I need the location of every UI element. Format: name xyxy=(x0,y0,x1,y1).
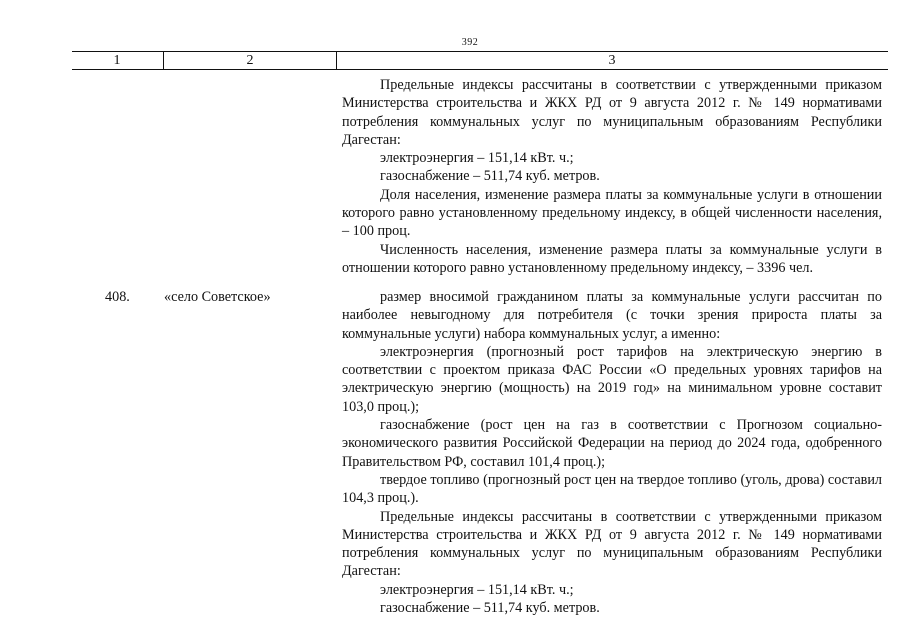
municipality-name: «село Советское» xyxy=(164,289,271,305)
paragraph: Предельные индексы рассчитаны в соответствии с утвержденными приказом Министерства строительства и ЖКХ РД от 9 августа 2012 г. № 149 нормативами потребления коммунальных услуг по муниципальным образованиям Республики Дагестан: xyxy=(342,77,882,148)
paragraph: Численность населения, изменение размера платы за коммунальные услуги в отношении которого равно установленному предельному индексу, – 3396 чел. xyxy=(342,241,882,276)
list-item: газоснабжение – 511,74 куб. метров. xyxy=(380,168,600,185)
continued-row-description xyxy=(342,76,882,277)
list-item: электроэнергия – 151,14 кВт. ч.; xyxy=(380,581,574,598)
list-item: электроэнергия – 151,14 кВт. ч.; xyxy=(380,150,574,167)
list-item: газоснабжение – 511,74 куб. метров. xyxy=(380,600,600,617)
paragraph: размер вносимой гражданином платы за коммунальные услуги рассчитан по наиболее невыгодному для потребителя (с точки зрения прироста платы за коммунальные услуги) набора коммунальных услуг, а именно: xyxy=(342,289,882,342)
header-col-1: 1 xyxy=(113,53,121,68)
paragraph: Предельные индексы рассчитаны в соответствии с утвержденными приказом Министерства строительства и ЖКХ РД от 9 августа 2012 г. № 149 нормативами потребления коммунальных услуг по муниципальным образованиям Республики Дагестан: xyxy=(342,508,882,580)
header-col-2: 2 xyxy=(163,52,337,69)
paragraph: твердое топливо (прогнозный рост цен на твердое топливо (уголь, дрова) составил 104,3 проц.). xyxy=(342,471,882,507)
header-col-3: 3 xyxy=(608,53,616,68)
row-number: 408. xyxy=(105,289,130,305)
table-header-row xyxy=(72,51,888,70)
paragraph: Доля населения, изменение размера платы за коммунальные услуги в отношении которого равно установленному предельному индексу, в общей численности населения, – 100 проц. xyxy=(342,186,882,240)
paragraph: газоснабжение (рост цен на газ в соответствии с Прогнозом социально-экономического развития Российской Федерации на период до 2024 года, одобренного Правительством РФ, составил 101,4 проц.); xyxy=(342,417,882,470)
row-description xyxy=(342,288,882,617)
page-number: 392 xyxy=(461,37,479,48)
paragraph: электроэнергия (прогнозный рост тарифов на электрическую энергию в соответствии с проектом приказа ФАС России «О предельных уровнях тарифов на электрическую энергию (мощность) на 2019 год» на минимальном уровне составит 103,0 проц.); xyxy=(342,343,882,415)
